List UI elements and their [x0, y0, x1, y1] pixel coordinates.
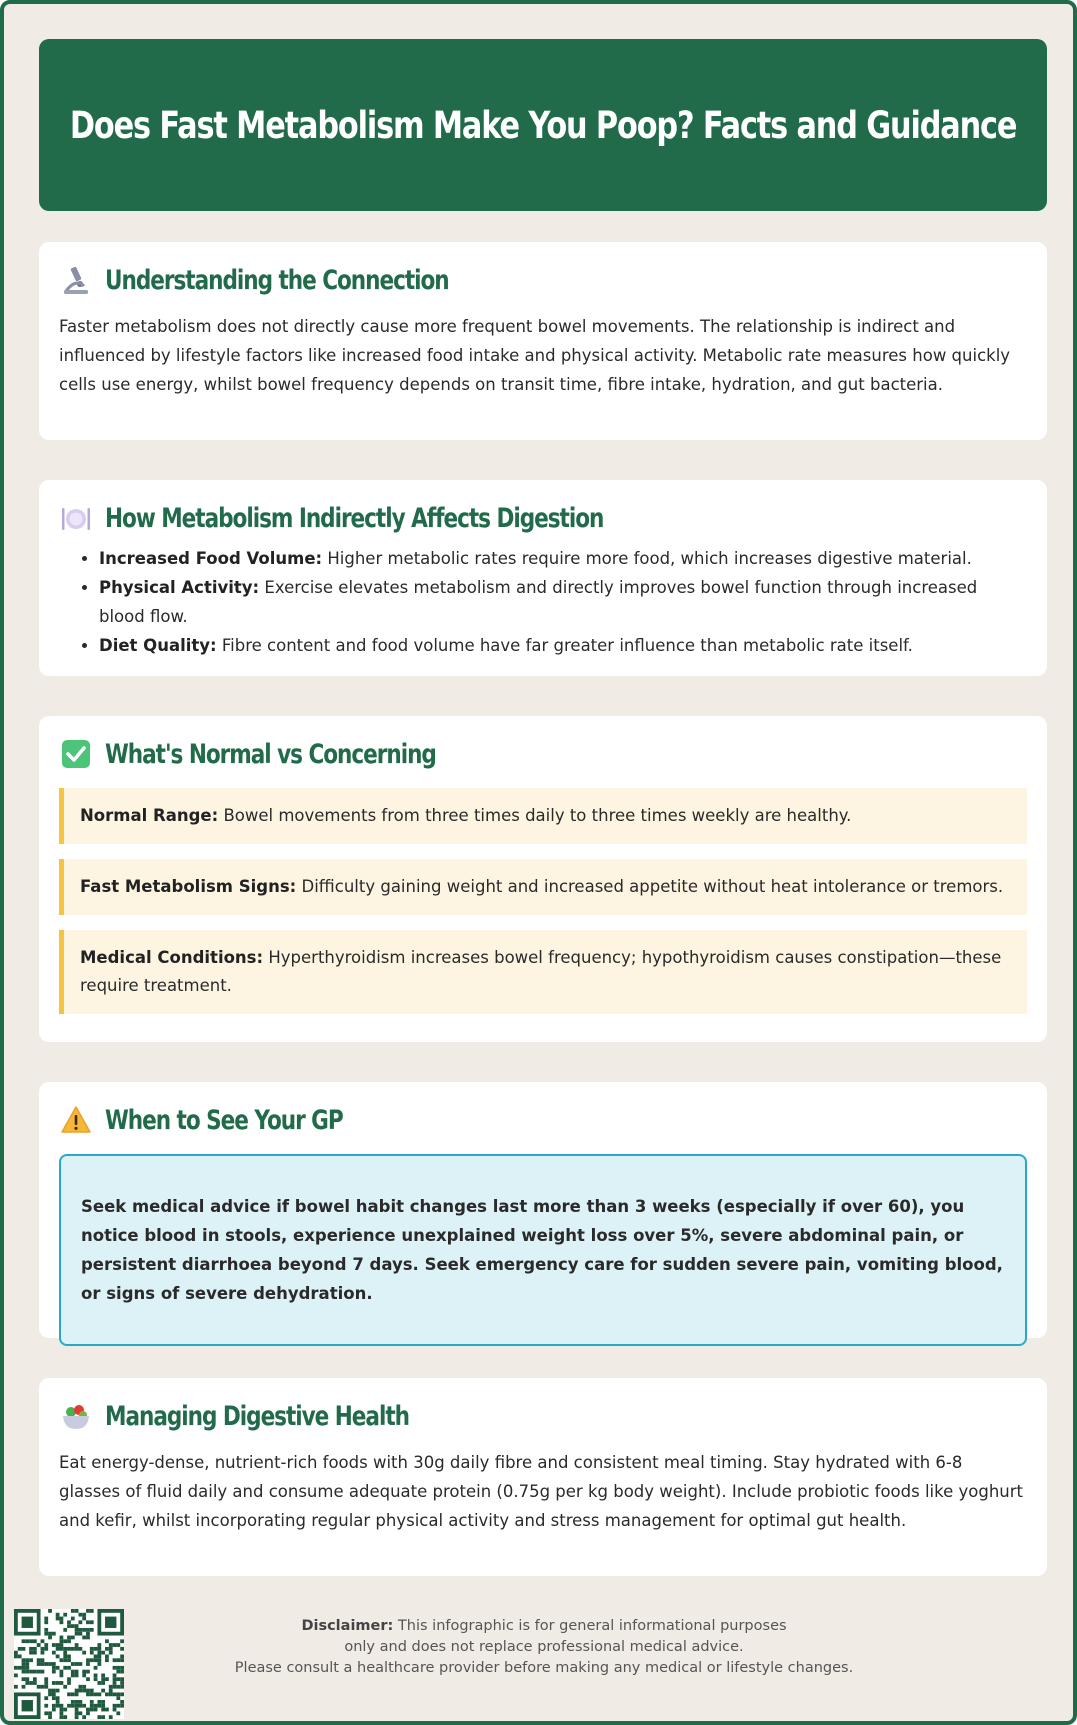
note-normal-range [59, 788, 1027, 844]
disclaimer-line1: This infographic is for general informational purposes [397, 1618, 787, 1634]
connection-heading: Understanding the Connection [105, 264, 449, 296]
note-label: Normal Range: [80, 806, 219, 825]
normal-heading: What's Normal vs Concerning [105, 738, 436, 770]
plate-icon [59, 501, 93, 535]
note-label: Fast Metabolism Signs: [80, 877, 297, 896]
gp-card [39, 1082, 1047, 1338]
disclaimer-line2: only and does not replace professional medical advice. [344, 1639, 744, 1655]
title-banner [39, 39, 1047, 211]
disclaimer-label: Disclaimer: [301, 1618, 394, 1634]
indirect-list [59, 544, 1027, 660]
warning-icon [59, 1103, 93, 1137]
note-medical-conditions [59, 930, 1027, 1014]
indirect-heading: How Metabolism Indirectly Affects Digestion [105, 502, 604, 534]
qr-code-icon [14, 1609, 124, 1719]
item-text: Exercise elevates metabolism and directly improves bowel function through increased blood flow. [99, 578, 978, 626]
connection-card [39, 242, 1047, 440]
item-text: Fibre content and food volume have far greater influence than metabolic rate itself. [221, 636, 913, 655]
microscope-icon [59, 263, 93, 297]
item-label: Increased Food Volume: [99, 549, 323, 568]
item-label: Physical Activity: [99, 578, 260, 597]
indirect-card [39, 480, 1047, 676]
gp-alert: Seek medical advice if bowel habit changes last more than 3 weeks (especially if over 60), you notice blood in stools, experience unexplained weight loss over 5%, severe abdominal pain, or persistent diarrhoea beyond 7 days. Seek emergency care for sudden severe pain, vomiting blood, or signs of severe dehydration. [59, 1154, 1027, 1346]
list-item [99, 573, 1027, 631]
note-text: Bowel movements from three times daily to three times weekly are healthy. [223, 806, 852, 825]
note-text: Hyperthyroidism increases bowel frequency; hypothyroidism causes constipation—these require treatment. [80, 948, 1002, 995]
gp-heading: When to See Your GP [105, 1104, 343, 1136]
list-item [99, 631, 1027, 660]
disclaimer-line3: Please consult a healthcare provider before making any medical or lifestyle changes. [234, 1660, 854, 1676]
note-label: Medical Conditions: [80, 948, 264, 967]
managing-heading: Managing Digestive Health [105, 1400, 409, 1432]
item-label: Diet Quality: [99, 636, 217, 655]
managing-card [39, 1378, 1047, 1576]
connection-body: Faster metabolism does not directly cause more frequent bowel movements. The relationship is indirect and influenced by lifestyle factors like increased food intake and physical activity. Metabolic rate measures how quickly cells use energy, whilst bowel frequency depends on transit time, fibre intake, hydration, and gut bacteria. [59, 317, 1011, 394]
list-item [99, 544, 1027, 573]
page-title: Does Fast Metabolism Make You Poop? Facts and Guidance [69, 103, 1017, 147]
note-text: Difficulty gaining weight and increased appetite without heat intolerance or tremors. [301, 877, 1004, 896]
check-icon [59, 737, 93, 771]
notes-list [59, 788, 1027, 1014]
disclaimer [144, 1616, 944, 1679]
normal-card [39, 716, 1047, 1042]
item-text: Higher metabolic rates require more food, which increases digestive material. [327, 549, 972, 568]
managing-body: Eat energy-dense, nutrient-rich foods with 30g daily fibre and consistent meal timing. Stay hydrated with 6-8 glasses of fluid daily and consume adequate protein (0.75g per kg body weight). Include probiotic foods like yoghurt and kefir, whilst incorporating regular physical activity and stress management for optimal gut health. [59, 1453, 1023, 1530]
note-fast-metabolism [59, 859, 1027, 915]
salad-bowl-icon [59, 1399, 93, 1433]
